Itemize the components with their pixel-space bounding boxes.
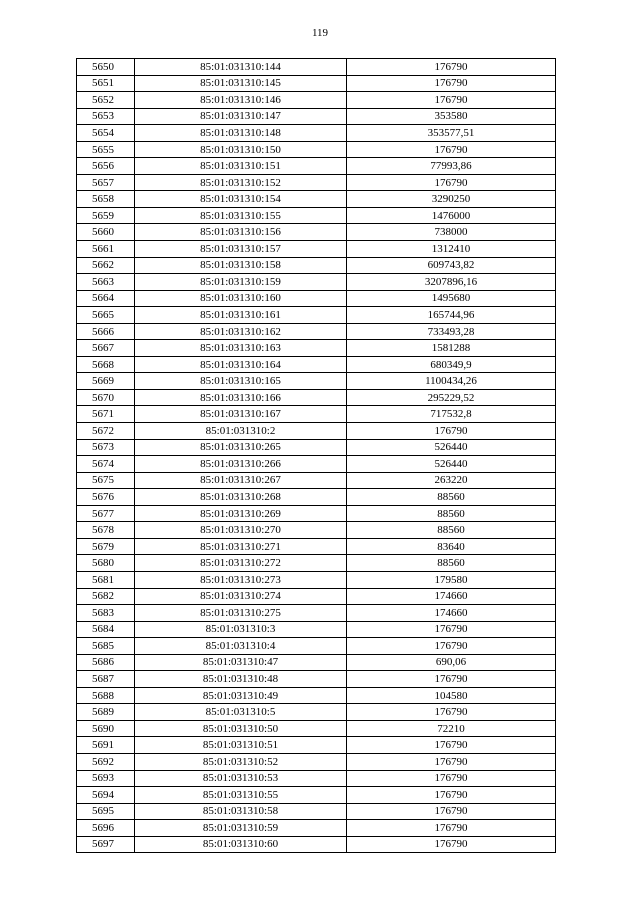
row-number-cell: 5684: [77, 621, 135, 638]
table-row: [77, 75, 556, 92]
table-row: [77, 555, 556, 572]
cadastral-number-cell: 85:01:031310:159: [135, 274, 347, 291]
value-cell: 174660: [347, 605, 556, 622]
table-row: [77, 505, 556, 522]
cadastral-number-cell: 85:01:031310:47: [135, 654, 347, 671]
cadastral-number-cell: 85:01:031310:151: [135, 158, 347, 175]
table-row: [77, 538, 556, 555]
cadastral-number-cell: 85:01:031310:2: [135, 423, 347, 440]
row-number-cell: 5670: [77, 389, 135, 406]
value-cell: 83640: [347, 538, 556, 555]
value-cell: 179580: [347, 571, 556, 588]
cadastral-number-cell: 85:01:031310:146: [135, 92, 347, 109]
value-cell: 295229,52: [347, 389, 556, 406]
cadastral-number-cell: 85:01:031310:55: [135, 787, 347, 804]
row-number-cell: 5666: [77, 323, 135, 340]
value-cell: 1100434,26: [347, 373, 556, 390]
row-number-cell: 5664: [77, 290, 135, 307]
cadastral-number-cell: 85:01:031310:268: [135, 489, 347, 506]
table-row: [77, 108, 556, 125]
value-cell: 3290250: [347, 191, 556, 208]
row-number-cell: 5651: [77, 75, 135, 92]
cadastral-number-cell: 85:01:031310:166: [135, 389, 347, 406]
value-cell: 176790: [347, 803, 556, 820]
row-number-cell: 5677: [77, 505, 135, 522]
value-cell: 176790: [347, 638, 556, 655]
table-row: [77, 687, 556, 704]
row-number-cell: 5682: [77, 588, 135, 605]
table-row: [77, 340, 556, 357]
cadastral-number-cell: 85:01:031310:4: [135, 638, 347, 655]
cadastral-number-cell: 85:01:031310:152: [135, 174, 347, 191]
cadastral-number-cell: 85:01:031310:5: [135, 704, 347, 721]
table-row: [77, 737, 556, 754]
value-cell: 526440: [347, 439, 556, 456]
cadastral-number-cell: 85:01:031310:162: [135, 323, 347, 340]
row-number-cell: 5695: [77, 803, 135, 820]
row-number-cell: 5650: [77, 59, 135, 76]
cadastral-number-cell: 85:01:031310:266: [135, 456, 347, 473]
table-row: [77, 803, 556, 820]
table-row: [77, 290, 556, 307]
table-row: [77, 522, 556, 539]
table-row: [77, 389, 556, 406]
row-number-cell: 5661: [77, 241, 135, 258]
row-number-cell: 5663: [77, 274, 135, 291]
table-row: [77, 406, 556, 423]
value-cell: 176790: [347, 92, 556, 109]
row-number-cell: 5671: [77, 406, 135, 423]
cadastral-number-cell: 85:01:031310:161: [135, 307, 347, 324]
table-row: [77, 439, 556, 456]
row-number-cell: 5657: [77, 174, 135, 191]
table-row: [77, 92, 556, 109]
cadastral-number-cell: 85:01:031310:270: [135, 522, 347, 539]
table-row: [77, 257, 556, 274]
cadastral-number-cell: 85:01:031310:274: [135, 588, 347, 605]
table-row: [77, 472, 556, 489]
row-number-cell: 5652: [77, 92, 135, 109]
row-number-cell: 5697: [77, 836, 135, 853]
row-number-cell: 5680: [77, 555, 135, 572]
table-row: [77, 456, 556, 473]
row-number-cell: 5654: [77, 125, 135, 142]
table-row: [77, 323, 556, 340]
row-number-cell: 5685: [77, 638, 135, 655]
cadastral-number-cell: 85:01:031310:51: [135, 737, 347, 754]
value-cell: 1581288: [347, 340, 556, 357]
value-cell: 176790: [347, 141, 556, 158]
row-number-cell: 5669: [77, 373, 135, 390]
cadastral-number-cell: 85:01:031310:156: [135, 224, 347, 241]
cadastral-number-cell: 85:01:031310:52: [135, 753, 347, 770]
value-cell: 104580: [347, 687, 556, 704]
row-number-cell: 5687: [77, 671, 135, 688]
table-row: [77, 836, 556, 853]
value-cell: 738000: [347, 224, 556, 241]
value-cell: 176790: [347, 621, 556, 638]
cadastral-number-cell: 85:01:031310:158: [135, 257, 347, 274]
cadastral-number-cell: 85:01:031310:144: [135, 59, 347, 76]
table-row: [77, 770, 556, 787]
value-cell: 609743,82: [347, 257, 556, 274]
value-cell: 176790: [347, 671, 556, 688]
value-cell: 680349,9: [347, 356, 556, 373]
row-number-cell: 5665: [77, 307, 135, 324]
row-number-cell: 5696: [77, 820, 135, 837]
row-number-cell: 5673: [77, 439, 135, 456]
table-row: [77, 59, 556, 76]
table-row: [77, 720, 556, 737]
value-cell: 165744,96: [347, 307, 556, 324]
row-number-cell: 5694: [77, 787, 135, 804]
row-number-cell: 5674: [77, 456, 135, 473]
table-row: [77, 588, 556, 605]
row-number-cell: 5660: [77, 224, 135, 241]
cadastral-number-cell: 85:01:031310:59: [135, 820, 347, 837]
value-cell: 174660: [347, 588, 556, 605]
row-number-cell: 5688: [77, 687, 135, 704]
table-row: [77, 125, 556, 142]
row-number-cell: 5689: [77, 704, 135, 721]
table-row: [77, 174, 556, 191]
value-cell: 88560: [347, 489, 556, 506]
cadastral-number-cell: 85:01:031310:145: [135, 75, 347, 92]
cadastral-number-cell: 85:01:031310:163: [135, 340, 347, 357]
cadastral-number-cell: 85:01:031310:165: [135, 373, 347, 390]
row-number-cell: 5690: [77, 720, 135, 737]
row-number-cell: 5692: [77, 753, 135, 770]
value-cell: 690,06: [347, 654, 556, 671]
table-row: [77, 207, 556, 224]
table-row: [77, 224, 556, 241]
cadastral-number-cell: 85:01:031310:271: [135, 538, 347, 555]
cadastral-number-cell: 85:01:031310:155: [135, 207, 347, 224]
cadastral-number-cell: 85:01:031310:147: [135, 108, 347, 125]
row-number-cell: 5676: [77, 489, 135, 506]
value-cell: 176790: [347, 423, 556, 440]
table-row: [77, 423, 556, 440]
table-row: [77, 671, 556, 688]
row-number-cell: 5683: [77, 605, 135, 622]
value-cell: 176790: [347, 59, 556, 76]
row-number-cell: 5686: [77, 654, 135, 671]
row-number-cell: 5655: [77, 141, 135, 158]
row-number-cell: 5678: [77, 522, 135, 539]
row-number-cell: 5672: [77, 423, 135, 440]
row-number-cell: 5656: [77, 158, 135, 175]
cadastral-number-cell: 85:01:031310:48: [135, 671, 347, 688]
row-number-cell: 5675: [77, 472, 135, 489]
row-number-cell: 5693: [77, 770, 135, 787]
table-row: [77, 274, 556, 291]
value-cell: 3207896,16: [347, 274, 556, 291]
cadastral-number-cell: 85:01:031310:269: [135, 505, 347, 522]
table-row: [77, 753, 556, 770]
value-cell: 733493,28: [347, 323, 556, 340]
table-row: [77, 571, 556, 588]
cadastral-number-cell: 85:01:031310:148: [135, 125, 347, 142]
cadastral-number-cell: 85:01:031310:164: [135, 356, 347, 373]
table-row: [77, 307, 556, 324]
table-row: [77, 373, 556, 390]
table-row: [77, 621, 556, 638]
value-cell: 1312410: [347, 241, 556, 258]
value-cell: 176790: [347, 836, 556, 853]
row-number-cell: 5659: [77, 207, 135, 224]
cadastral-number-cell: 85:01:031310:160: [135, 290, 347, 307]
value-cell: 88560: [347, 555, 556, 572]
value-cell: 176790: [347, 704, 556, 721]
table-row: [77, 141, 556, 158]
cadastral-number-cell: 85:01:031310:157: [135, 241, 347, 258]
cadastral-number-cell: 85:01:031310:60: [135, 836, 347, 853]
row-number-cell: 5691: [77, 737, 135, 754]
cadastral-number-cell: 85:01:031310:265: [135, 439, 347, 456]
value-cell: 353580: [347, 108, 556, 125]
cadastral-number-cell: 85:01:031310:150: [135, 141, 347, 158]
table-row: [77, 191, 556, 208]
value-cell: 77993,86: [347, 158, 556, 175]
cadastral-number-cell: 85:01:031310:49: [135, 687, 347, 704]
value-cell: 353577,51: [347, 125, 556, 142]
cadastral-number-cell: 85:01:031310:272: [135, 555, 347, 572]
value-cell: 717532,8: [347, 406, 556, 423]
value-cell: 1476000: [347, 207, 556, 224]
table-row: [77, 605, 556, 622]
value-cell: 176790: [347, 753, 556, 770]
row-number-cell: 5668: [77, 356, 135, 373]
cadastral-number-cell: 85:01:031310:50: [135, 720, 347, 737]
row-number-cell: 5681: [77, 571, 135, 588]
table-row: [77, 356, 556, 373]
table-body: [77, 59, 556, 853]
cadastral-number-cell: 85:01:031310:3: [135, 621, 347, 638]
cadastral-number-cell: 85:01:031310:273: [135, 571, 347, 588]
value-cell: 176790: [347, 787, 556, 804]
value-cell: 176790: [347, 75, 556, 92]
table-row: [77, 820, 556, 837]
row-number-cell: 5658: [77, 191, 135, 208]
value-cell: 263220: [347, 472, 556, 489]
value-cell: 72210: [347, 720, 556, 737]
cadastral-number-cell: 85:01:031310:58: [135, 803, 347, 820]
row-number-cell: 5667: [77, 340, 135, 357]
cadastral-number-cell: 85:01:031310:267: [135, 472, 347, 489]
page-number: 119: [311, 27, 329, 39]
row-number-cell: 5653: [77, 108, 135, 125]
row-number-cell: 5679: [77, 538, 135, 555]
value-cell: 1495680: [347, 290, 556, 307]
value-cell: 88560: [347, 505, 556, 522]
cadastral-number-cell: 85:01:031310:167: [135, 406, 347, 423]
table-row: [77, 704, 556, 721]
value-cell: 176790: [347, 174, 556, 191]
table-row: [77, 638, 556, 655]
table-row: [77, 787, 556, 804]
value-cell: 526440: [347, 456, 556, 473]
value-cell: 176790: [347, 737, 556, 754]
cadastral-number-cell: 85:01:031310:275: [135, 605, 347, 622]
table-row: [77, 489, 556, 506]
cadastral-value-table: [76, 58, 556, 853]
cadastral-number-cell: 85:01:031310:154: [135, 191, 347, 208]
table-row: [77, 654, 556, 671]
value-cell: 176790: [347, 820, 556, 837]
table-row: [77, 158, 556, 175]
value-cell: 176790: [347, 770, 556, 787]
row-number-cell: 5662: [77, 257, 135, 274]
table-row: [77, 241, 556, 258]
value-cell: 88560: [347, 522, 556, 539]
cadastral-number-cell: 85:01:031310:53: [135, 770, 347, 787]
